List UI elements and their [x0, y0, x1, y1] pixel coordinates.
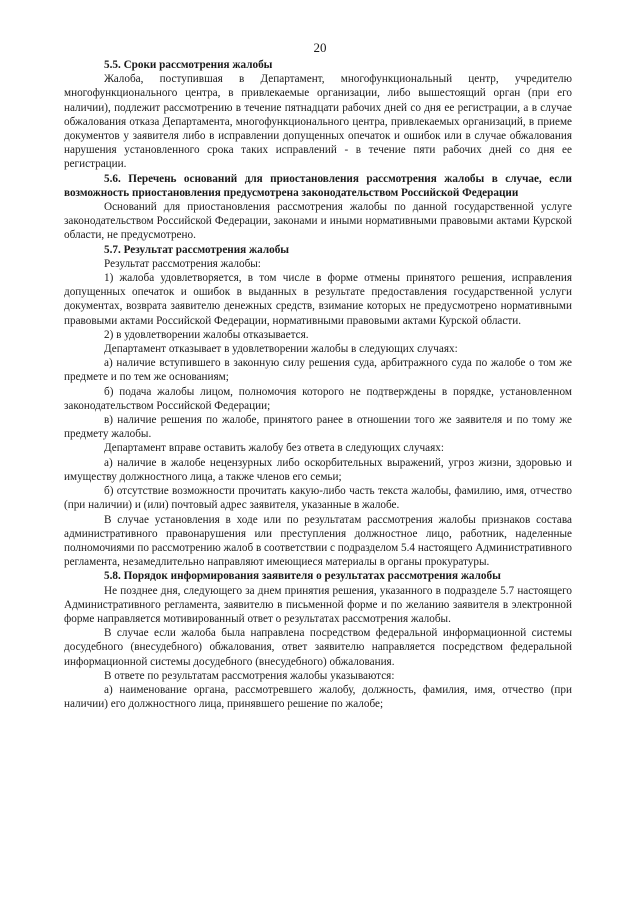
paragraph: Жалоба, поступившая в Департамент, многофункциональный центр, учредителю многофункционального центра, в привлекаемые организации, либо вышестоящий орган (при его наличии), подлежит рассмотрению в течение пятнадцати рабочих дней со дня ее регистрации, а в случае обжалования отказа Департамента, многофункционального центра, привлекаемых организаций, в приеме документов у заявителя либо в исправлении допущенных опечаток и ошибок или в случае обжалования нарушения установленного срока таких исправлений - в течение пяти рабочих дней со дня ее регистрации. — [64, 73, 572, 171]
paragraph: 2) в удовлетворении жалобы отказывается. — [104, 328, 309, 341]
paragraph: Оснований для приостановления рассмотрения жалобы по данной государственной услуге законодательством Российской Федерации, законами и иными нормативными правовыми актами Курской области, не предусмотрено. — [64, 201, 572, 242]
paragraph: б) подача жалобы лицом, полномочия которого не подтверждены в порядке, установленном законодательством Российской Федерации; — [64, 385, 572, 412]
page-number: 20 — [313, 40, 327, 55]
section-heading: 5.5. Сроки рассмотрения жалобы — [104, 59, 273, 71]
paragraph: Результат рассмотрения жалобы: — [104, 257, 261, 270]
paragraph: Департамент отказывает в удовлетворении жалобы в следующих случаях: — [104, 343, 458, 356]
paragraph: В случае если жалоба была направлена посредством федеральной информационной системы досудебного (внесудебного) обжалования, ответ заявителю направляется посредством федеральной информационной системы досудебного (внесудебного) обжалования. — [64, 627, 572, 668]
paragraph: в) наличие решения по жалобе, принятого ранее в отношении того же заявителя и по тому же предмету жалобы. — [64, 414, 572, 441]
section-heading: 5.7. Результат рассмотрения жалобы — [104, 243, 290, 256]
paragraph: В ответе по результатам рассмотрения жалобы указываются: — [104, 669, 395, 682]
paragraph: Не позднее дня, следующего за днем принятия решения, указанного в подразделе 5.7 настоящего Административного регламента, заявителю в письменной форме и по желанию заявителя в электронной форме направляется мотивированный ответ о результатах рассмотрения жалобы. — [64, 584, 572, 625]
paragraph: а) наличие в жалобе нецензурных либо оскорбительных выражений, угроз жизни, здоровью и имуществу должностного лица, а также членов его семьи; — [64, 456, 572, 483]
paragraph: 1) жалоба удовлетворяется, в том числе в форме отмены принятого решения, исправления допущенных опечаток и ошибок в выданных в результате предоставления государственной услуги документах, возврата заявителю денежных средств, взимание которых не предусмотрено нормативными правовыми актами Российской Федерации, нормативными правовыми актами Курской области. — [64, 272, 572, 327]
paragraph: а) наименование органа, рассмотревшего жалобу, должность, фамилия, имя, отчество (при наличии) его должностного лица, принявшего решение по жалобе; — [64, 683, 572, 711]
paragraph: Департамент вправе оставить жалобу без ответа в следующих случаях: — [104, 442, 444, 455]
paragraph: б) отсутствие возможности прочитать какую-либо часть текста жалобы, фамилию, имя, отчество (при наличии) и (или) почтовый адрес заявителя, указанные в жалобе. — [64, 485, 572, 512]
document-body — [64, 58, 572, 711]
section-heading: 5.8. Порядок информирования заявителя о результатах рассмотрения жалобы — [104, 570, 501, 583]
paragraph: а) наличие вступившего в законную силу решения суда, арбитражного суда по жалобе о том же предмете и по тем же основаниям; — [64, 357, 572, 384]
paragraph: В случае установления в ходе или по результатам рассмотрения жалобы признаков состава административного правонарушения или преступления должностное лицо, работник, наделенные полномочиями по рассмотрению жалоб в соответствии с подразделом 5.4 настоящего Административного регламента, незамедлительно направляют имеющиеся материалы в органы прокуратуры. — [64, 513, 572, 569]
section-heading: 5.6. Перечень оснований для приостановления рассмотрения жалобы в случае, если возможность приостановления предусмотрена законодательством Российской Федерации — [64, 172, 572, 199]
